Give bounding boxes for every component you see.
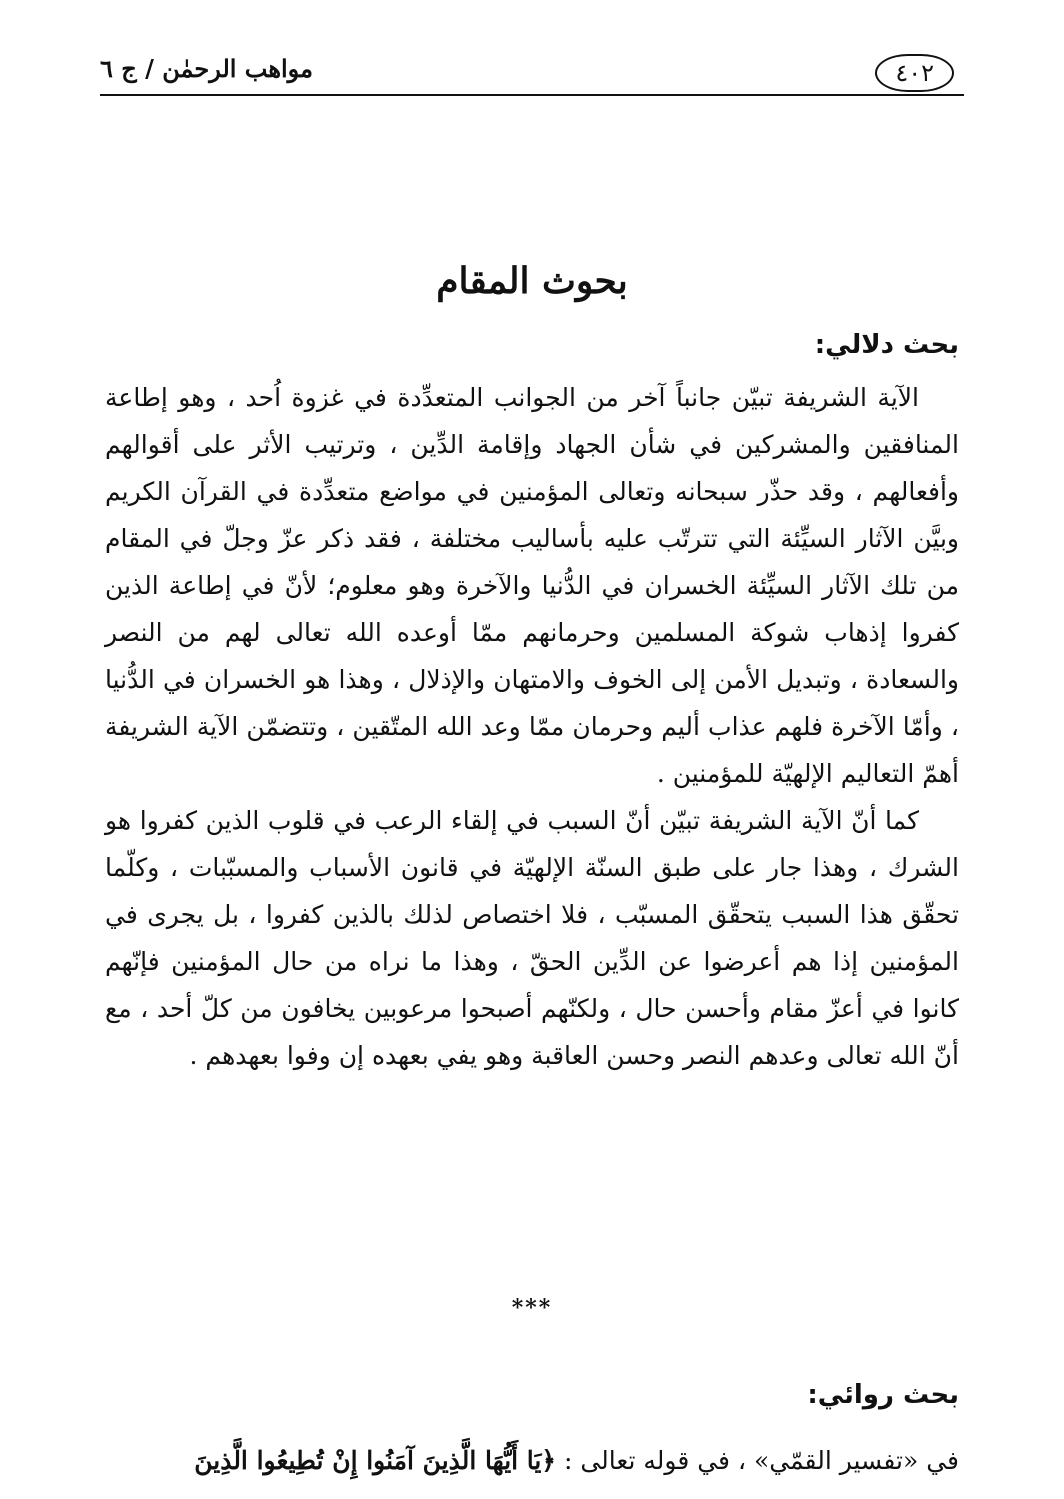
narrative-line-start: في «تفسير القمّي» ، في قوله تعالى : [556, 1446, 959, 1475]
semantic-research-heading: بحث دلالي: [814, 330, 959, 360]
page-number: ٤٠٢ [875, 54, 954, 92]
section-title: بحوث المقام [436, 260, 628, 302]
paragraph-2: كما أنّ الآية الشريفة تبيّن أنّ السبب في إلقاء الرعب في قلوب الذين كفروا هو الشرك ، وهذا جار على طبق السنّة الإلهيّة في قانون الأسباب والمسبّبات ، وكلّما تحقّق هذا السبب يتحقّق المسبّب ، فلا اختصاص لذلك بالذين كفروا ، بل يجرى في المؤمنين إذا هم أعرضوا عن الدِّين الحقّ ، وهذا ما نراه من حال المؤمنين فإنّهم كانوا في أعزّ مقام وأحسن حال ، ولكنّهم أصبحوا مرعوبين يخافون من كلّ أحد ، مع أنّ الله تعالى وعدهم النصر وحسن العاقبة وهو يفي بعهده إن وفوا بعهدهم . [105, 806, 959, 1070]
section-separator: *** [511, 1295, 553, 1321]
quran-quote: ﴿يَا أَيُّهَا الَّذِينَ آمَنُوا إِنْ تُطِيعُوا الَّذِينَ [194, 1446, 557, 1475]
narrative-research-line [105, 1437, 959, 1484]
semantic-research-body [105, 374, 959, 1079]
paragraph-1: الآية الشريفة تبيّن جانباً آخر من الجوانب المتعدِّدة في غزوة اُحد ، وهو إطاعة المنافقين والمشركين في شأن الجهاد وإقامة الدِّين ، وترتيب الأثر على أقوالهم وأفعالهم ، وقد حذّر سبحانه وتعالى المؤمنين في مواضع متعدِّدة في القرآن الكريم وبيَّن الآثار السيِّئة التي تترتّب عليه بأساليب مختلفة ، فقد ذكر عزّ وجلّ في المقام من تلك الآثار السيِّئة الخسران في الدُّنيا والآخرة وهو معلوم؛ لأنّ في إطاعة الذين كفروا إذهاب شوكة المسلمين وحرمانهم ممّا أوعده الله تعالى لهم من النصر والسعادة ، وتبديل الأمن إلى الخوف والامتهان والإذلال ، وهذا هو الخسران في الدُّنيا ، وأمّا الآخرة فلهم عذاب أليم وحرمان ممّا وعد الله المتّقين ، وتتضمّن الآية الشريفة أهمّ التعاليم الإلهيّة للمؤمنين . [105, 383, 959, 788]
narrative-research-heading: بحث روائي: [807, 1380, 959, 1410]
header-rule [100, 94, 964, 96]
running-title: مواهب الرحمٰن / ج ٦ [100, 54, 313, 83]
page-header [100, 50, 964, 98]
